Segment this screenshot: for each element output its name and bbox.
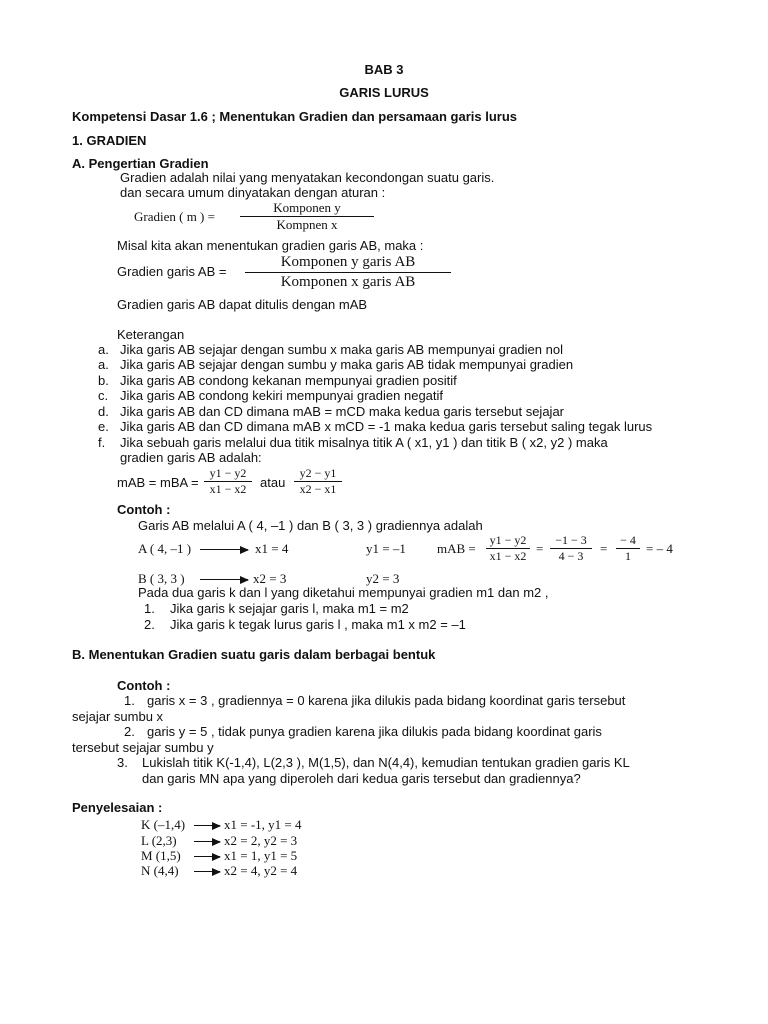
arrow-right-icon	[194, 871, 220, 872]
fraction-numerator: −1 − 3	[555, 533, 587, 547]
subsection-heading-b: B. Menentukan Gradien suatu garis dalam berbagai bentuk	[72, 647, 436, 662]
example-title: Contoh :	[117, 502, 171, 517]
y1-value: y1 = –1	[366, 541, 406, 556]
list-item: Jika garis AB sejajar dengan sumbu x maka garis AB mempunyai gradien nol	[120, 342, 563, 357]
list-item: Jika garis k sejajar garis l, maka m1 = m2	[170, 601, 409, 616]
m-ab-fraction-3	[616, 533, 640, 564]
fraction-denominator: 4 − 3	[558, 549, 584, 563]
solution-point: M (1,5)	[141, 848, 181, 863]
equals-sign: =	[600, 541, 608, 556]
list-marker: 1.	[124, 693, 135, 708]
formula3-fraction-1	[204, 466, 252, 497]
list-marker: e.	[98, 419, 109, 434]
list-item: garis y = 5 , tidak punya gradien karena jika dilukis pada bidang koordinat garis	[147, 724, 602, 739]
list-item: Jika garis k tegak lurus garis l , maka m1 x m2 = –1	[170, 617, 466, 632]
example-line-1: Garis AB melalui A ( 4, –1 ) dan B ( 3, 3 ) gradiennya adalah	[138, 518, 483, 533]
list-marker: 2.	[144, 617, 155, 632]
formula3-atau: atau	[260, 475, 286, 490]
list-marker: c.	[98, 388, 109, 403]
solution-point: N (4,4)	[141, 863, 179, 878]
list-item: Jika garis AB dan CD dimana mAB = mCD maka kedua garis tersebut sejajar	[120, 404, 564, 419]
formula1-lhs: Gradien ( m ) =	[134, 209, 215, 224]
list-item-continuation: gradien garis AB adalah:	[120, 450, 262, 465]
m-ab-result: = – 4	[646, 541, 673, 556]
formula2-fraction	[245, 253, 451, 292]
equals-sign: =	[536, 541, 544, 556]
point-b: B ( 3, 3 )	[138, 571, 185, 586]
solution-value: x2 = 4, y2 = 4	[224, 863, 298, 878]
solution-value: x1 = 1, y1 = 5	[224, 848, 298, 863]
list-marker: 1.	[144, 601, 155, 616]
list-item-continuation: dan garis MN apa yang diperoleh dari kedua garis tersebut dan gradiennya?	[142, 771, 581, 786]
example-paragraph: Pada dua garis k dan l yang diketahui mempunyai gradien m1 dan m2 ,	[138, 585, 549, 600]
arrow-right-icon	[194, 825, 220, 826]
solution-point: K (–1,4)	[141, 817, 186, 832]
m-ab-fraction-2	[550, 533, 592, 564]
solution-value: x1 = -1, y1 = 4	[224, 817, 302, 832]
m-ab-fraction-1	[486, 533, 530, 564]
fraction-numerator: y1 − y2	[489, 533, 527, 547]
point-a: A ( 4, –1 )	[138, 541, 192, 556]
fraction-numerator: − 4	[620, 533, 636, 547]
fraction-numerator: y2 − y1	[299, 466, 337, 480]
formula2-lhs: Gradien garis AB =	[117, 264, 227, 279]
arrow-right-icon	[194, 856, 220, 857]
fraction-numerator: y1 − y2	[209, 466, 247, 480]
formula3-fraction-2	[294, 466, 342, 497]
list-item: Jika garis AB condong kekiri mempunyai gradien negatif	[120, 388, 444, 403]
list-marker: 2.	[124, 724, 135, 739]
chapter-label: BAB 3	[364, 62, 404, 77]
list-item-continuation: sejajar sumbu x	[72, 709, 164, 724]
formula2-numerator: Komponen y garis AB	[280, 254, 416, 270]
list-item: Lukislah titik K(-1,4), L(2,3 ), M(1,5), dan N(4,4), kemudian tentukan gradien garis KL	[142, 755, 630, 770]
m-ab-lhs: mAB =	[437, 541, 476, 556]
x2-value: x2 = 3	[253, 571, 287, 586]
contoh-title: Contoh :	[117, 678, 171, 693]
list-marker: b.	[98, 373, 109, 388]
fraction-denominator: 1	[625, 549, 631, 563]
x1-value: x1 = 4	[255, 541, 289, 556]
list-item: garis x = 3 , gradiennya = 0 karena jika dilukis pada bidang koordinat garis tersebut	[147, 693, 626, 708]
arrow-right-icon	[200, 549, 248, 550]
intro-line-2: dan secara umum dinyatakan dengan aturan :	[120, 185, 386, 200]
list-item: Jika garis AB dan CD dimana mAB x mCD = -1 maka kedua garis tersebut saling tegak lurus	[120, 419, 653, 434]
fraction-denominator: x1 − x2	[209, 482, 247, 496]
list-item: Jika garis AB sejajar dengan sumbu y maka garis AB tidak mempunyai gradien	[120, 357, 574, 372]
solution-title: Penyelesaian :	[72, 800, 163, 815]
intro-line-1: Gradien adalah nilai yang menyatakan kecondongan suatu garis.	[120, 170, 495, 185]
list-marker: a.	[98, 357, 109, 372]
formula1-numerator: Komponen y	[273, 200, 341, 215]
section-heading-gradien: 1. GRADIEN	[72, 133, 147, 148]
list-marker: a.	[98, 342, 109, 357]
competency-line: Kompetensi Dasar 1.6 ; Menentukan Gradien dan persamaan garis lurus	[72, 109, 518, 124]
list-marker: f.	[98, 435, 106, 450]
subsection-heading-a: A. Pengertian Gradien	[72, 156, 209, 171]
formula1-denominator: Kompnen x	[276, 217, 338, 232]
solution-value: x2 = 2, y2 = 3	[224, 833, 298, 848]
solution-point: L (2,3)	[141, 833, 177, 848]
list-item: Jika sebuah garis melalui dua titik misalnya titik A ( x1, y1 ) dan titik B ( x2, y2 ) maka	[120, 435, 608, 450]
list-marker: 3.	[117, 755, 128, 770]
intro-line-3: Misal kita akan menentukan gradien garis AB, maka :	[117, 238, 424, 253]
arrow-right-icon	[194, 841, 220, 842]
formula3-lhs: mAB = mBA =	[117, 475, 199, 490]
list-item: Jika garis AB condong kekanan mempunyai gradien positif	[120, 373, 457, 388]
list-marker: d.	[98, 404, 109, 419]
chapter-title: GARIS LURUS	[339, 85, 429, 100]
list-item-continuation: tersebut sejajar sumbu y	[72, 740, 214, 755]
notation-line: Gradien garis AB dapat ditulis dengan mAB	[117, 297, 368, 312]
fraction-denominator: x2 − x1	[299, 482, 337, 496]
formula1-fraction	[240, 200, 374, 233]
y2-value: y2 = 3	[366, 571, 400, 586]
fraction-denominator: x1 − x2	[489, 549, 527, 563]
arrow-right-icon	[200, 579, 248, 580]
keterangan-title: Keterangan	[117, 327, 185, 342]
formula2-denominator: Komponen x garis AB	[280, 274, 416, 290]
